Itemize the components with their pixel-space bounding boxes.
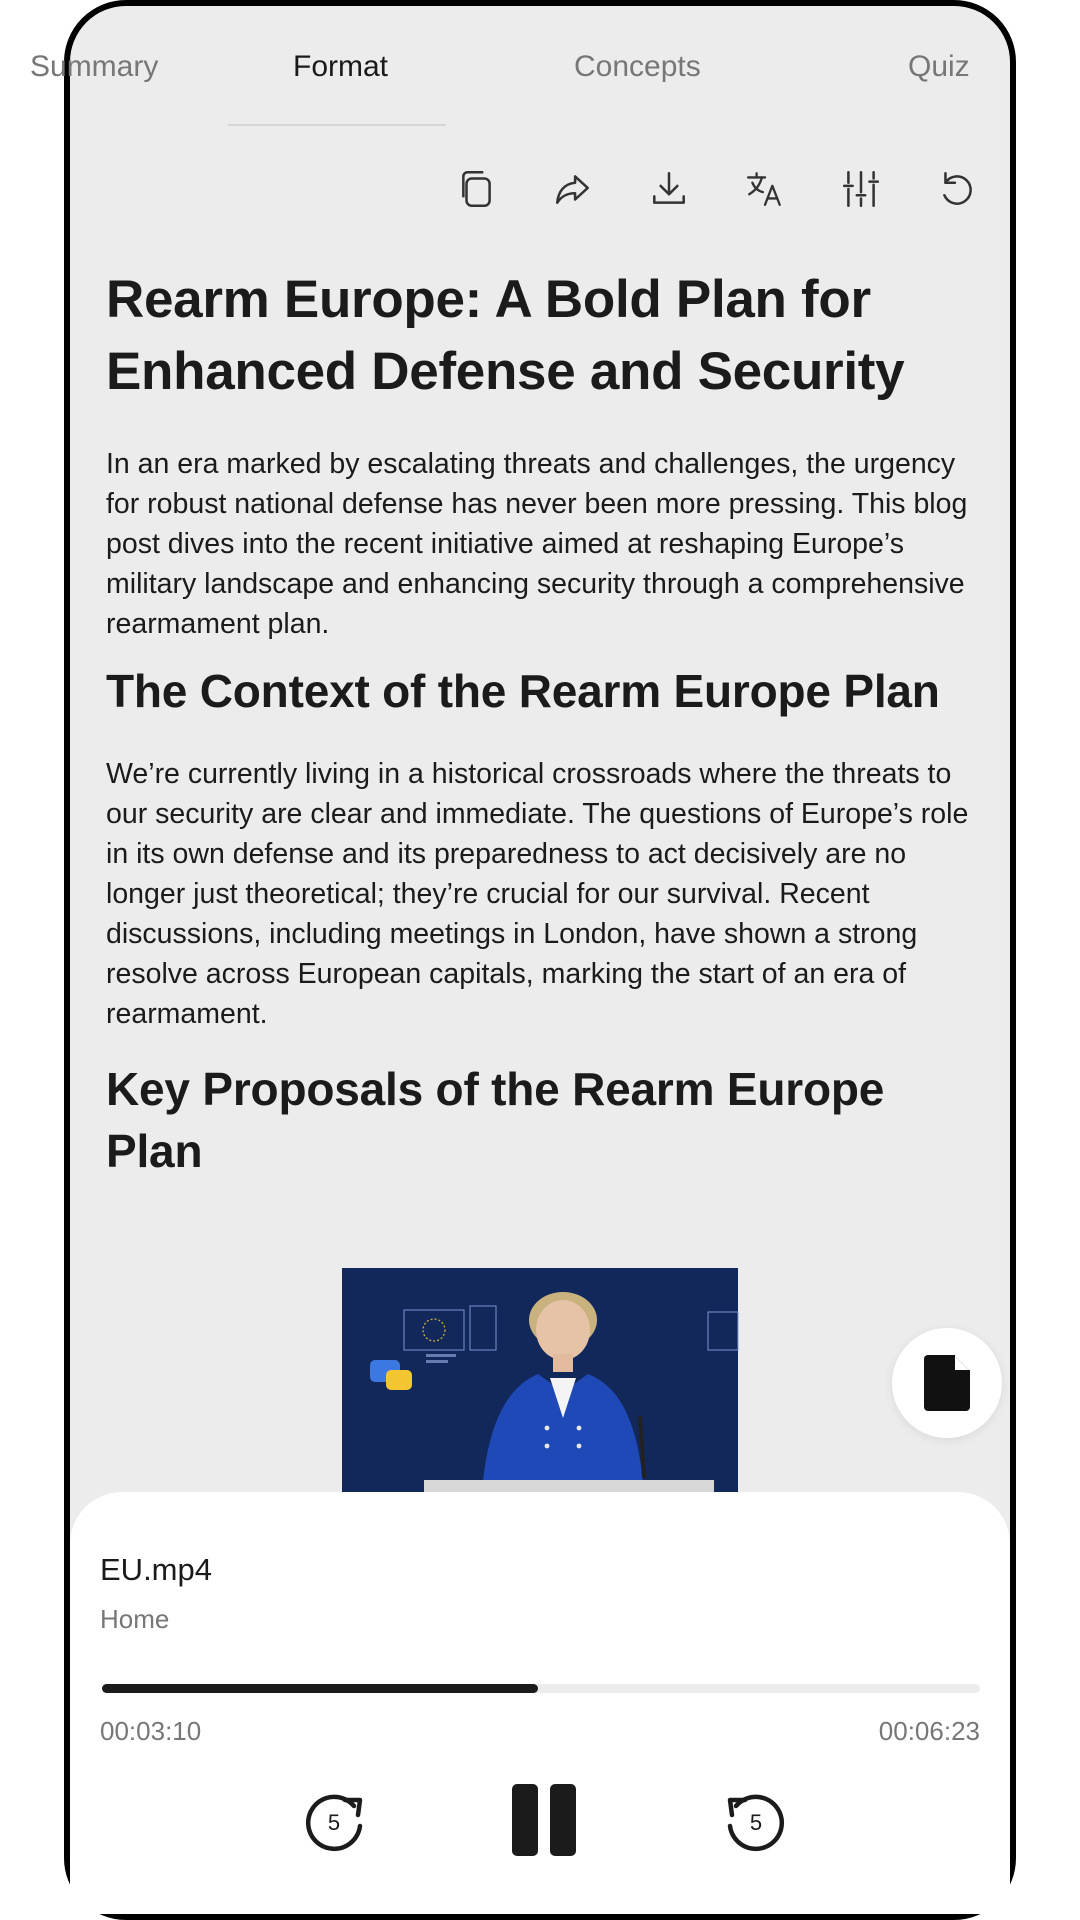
download-icon[interactable] — [646, 166, 692, 212]
undo-icon[interactable] — [934, 166, 980, 212]
total-time: 00:06:23 — [878, 1716, 980, 1746]
pause-button[interactable] — [510, 1782, 580, 1858]
translate-icon[interactable] — [742, 166, 788, 212]
tab-summary[interactable]: Summary — [30, 50, 159, 83]
sliders-icon[interactable] — [838, 166, 884, 212]
player-folder: Home — [100, 1604, 170, 1634]
audio-player-sheet — [70, 1492, 1010, 1914]
skip-forward-seconds: 5 — [327, 1810, 341, 1835]
active-tab-indicator — [228, 124, 446, 126]
playback-progress-fill — [102, 1684, 538, 1693]
pause-icon — [510, 1782, 580, 1858]
article-intro: In an era marked by escalating threats and challenges, the urgency for robust national defense has never been more pressing. This blog post dives into the recent initiative aimed at reshaping Europe’s military landscape and enhancing security through a comprehensive rearmament plan. — [106, 448, 968, 640]
player-file-name: EU.mp4 — [100, 1552, 212, 1587]
share-icon[interactable] — [550, 166, 596, 212]
section-body-context: We’re currently living in a historical crossroads where the threats to our security are clear and immediate. The questions of Europe’s role in its own defense and its preparedness to act decisively are no longer just theoretical; they’re crucial for our survival. Recent discussions, including meetings in London, have shown a strong resolve across European capitals, marking the start of an era of rearmament. — [106, 758, 969, 1030]
playback-progress-bar[interactable] — [102, 1684, 980, 1693]
article-content — [106, 264, 986, 1244]
tab-format[interactable]: Format — [293, 50, 389, 83]
article-title: Rearm Europe: A Bold Plan for Enhanced Defense and Security — [106, 270, 905, 401]
video-preview[interactable] — [342, 1268, 738, 1492]
skip-forward-button[interactable] — [296, 1782, 372, 1858]
document-button[interactable] — [892, 1328, 1002, 1438]
document-icon — [922, 1353, 972, 1413]
current-time: 00:03:10 — [100, 1716, 202, 1746]
tab-concepts[interactable]: Concepts — [574, 50, 701, 83]
skip-back-button[interactable] — [718, 1782, 794, 1858]
skip-forward-icon — [296, 1782, 372, 1858]
tab-bar — [30, 6, 1010, 126]
section-heading-proposals: Key Proposals of the Rearm Europe Plan — [106, 1063, 885, 1177]
skip-back-seconds: 5 — [749, 1810, 763, 1835]
video-frame-illustration — [342, 1268, 738, 1492]
copy-icon[interactable] — [454, 166, 500, 212]
tab-quiz[interactable]: Quiz — [908, 50, 970, 83]
skip-back-icon — [718, 1782, 794, 1858]
article-toolbar — [454, 166, 980, 212]
phone-frame — [30, 0, 1016, 1920]
section-heading-context: The Context of the Rearm Europe Plan — [106, 665, 940, 717]
